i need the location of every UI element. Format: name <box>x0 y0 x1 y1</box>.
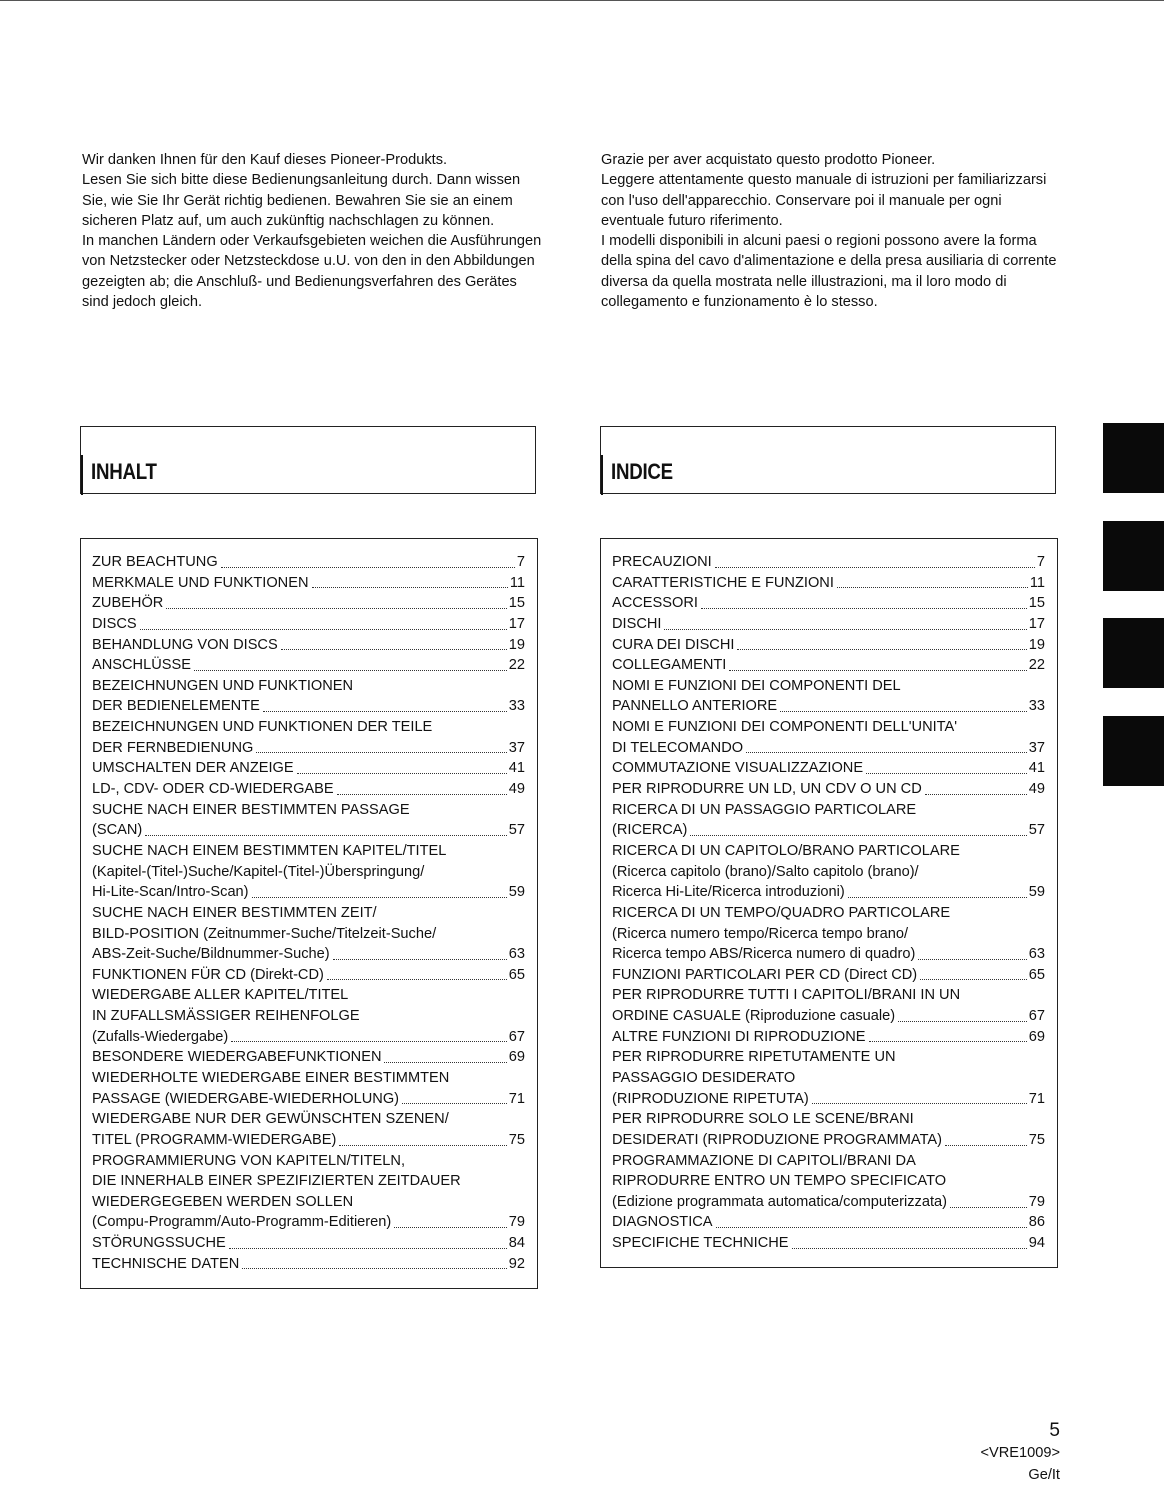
toc-entry-title: PROGRAMMIERUNG VON KAPITELN/TITELN, <box>92 1152 405 1169</box>
toc-entry-page: 37 <box>1028 739 1045 756</box>
toc-leader-dots <box>263 690 507 712</box>
toc-entry-title: LD-, CDV- ODER CD-WIEDERGABE <box>92 781 334 798</box>
intro-paragraph: Grazie per aver acquistato questo prodotto Pioneer. <box>601 152 936 168</box>
toc-leader-dots <box>394 1207 507 1229</box>
toc-leader-dots <box>945 1124 1027 1146</box>
toc-leader-dots <box>920 959 1027 981</box>
contents-title: INDICE <box>611 459 673 484</box>
toc-entry-page: 33 <box>508 698 525 715</box>
toc-leader-dots <box>221 546 515 568</box>
toc-entry-page: 59 <box>508 884 525 901</box>
toc-entry-page: 33 <box>1028 698 1045 715</box>
toc-entry <box>92 1254 525 1275</box>
toc-entry <box>612 882 1045 903</box>
toc-leader-dots <box>716 1207 1027 1229</box>
toc-leader-dots <box>746 732 1027 754</box>
toc-entry-title: DIE INNERHALB EINER SPEZIFIZIERTEN ZEITDAUER <box>92 1173 461 1190</box>
toc-entry-title: Ricerca tempo ABS/Ricerca numero di quadro) <box>612 946 916 963</box>
toc-entry-title: ALTRE FUNZIONI DI RIPRODUZIONE <box>612 1028 866 1045</box>
toc-leader-dots <box>384 1041 506 1063</box>
toc-entry-title: TECHNISCHE DATEN <box>92 1255 240 1272</box>
toc-entry-title: SUCHE NACH EINEM BESTIMMTEN KAPITEL/TITEL <box>92 842 447 859</box>
intro-german <box>82 150 544 312</box>
contents-title: INHALT <box>91 459 157 484</box>
toc-entry-page: 17 <box>1028 615 1045 632</box>
toc-entry-page: 49 <box>1028 781 1045 798</box>
toc-entry-title: DISCS <box>92 615 137 632</box>
intro-paragraph: Leggere attentamente questo manuale di istruzioni per familiarizzarsi con l'uso dell'apparecchio. Conservare poi il manuale per ogni eventuale futuro riferimento. <box>601 172 1047 229</box>
toc-entry-title: PER RIPRODURRE TUTTI I CAPITOLI/BRANI IN UN <box>612 987 961 1004</box>
toc-entry <box>92 1151 525 1172</box>
toc-leader-dots <box>333 938 507 960</box>
toc-entry-title: ZUBEHÖR <box>92 595 164 612</box>
intro-paragraph: I modelli disponibili in alcuni paesi o regioni possono avere la forma della spina del cavo d'alimentazione e della presa ausiliaria di corrente diversa da quella mostrata nelle illustrazioni, ma il loro modo di collegamento e funzionamento è lo stesso. <box>601 233 1057 311</box>
toc-entry <box>612 1027 1045 1048</box>
toc-entry-page: 15 <box>1028 595 1045 612</box>
toc-leader-dots <box>715 546 1035 568</box>
toc-entry-title: (RICERCA) <box>612 822 688 839</box>
toc-leader-dots <box>145 814 506 836</box>
toc-entry <box>612 1233 1045 1254</box>
toc-entry-title: Ricerca Hi-Lite/Ricerca introduzioni) <box>612 884 845 901</box>
contents-heading-german <box>80 426 536 494</box>
top-rule <box>0 0 1164 1</box>
toc-entry-page: 71 <box>1028 1090 1045 1107</box>
toc-entry-title: MERKMALE UND FUNKTIONEN <box>92 574 309 591</box>
toc-entry-title: (Compu-Programm/Auto-Programm-Editieren) <box>92 1214 392 1231</box>
toc-entry <box>612 1151 1045 1172</box>
toc-entry-title: CARATTERISTICHE E FUNZIONI <box>612 574 834 591</box>
toc-entry <box>612 779 1045 800</box>
toc-entry-title: PASSAGE (WIEDERGABE-WIEDERHOLUNG) <box>92 1090 400 1107</box>
toc-leader-dots <box>690 814 1026 836</box>
toc-entry <box>92 1171 525 1192</box>
toc-leader-dots <box>812 1083 1027 1105</box>
toc-leader-dots <box>925 773 1027 795</box>
toc-entry-page: 7 <box>1036 553 1045 570</box>
toc-entry-title: BESONDERE WIEDERGABEFUNKTIONEN <box>92 1049 382 1066</box>
toc-entry-page: 67 <box>1028 1008 1045 1025</box>
toc-entry <box>92 655 525 676</box>
toc-entry-page: 65 <box>1028 966 1045 983</box>
toc-leader-dots <box>337 773 507 795</box>
toc-entry-title: UMSCHALTEN DER ANZEIGE <box>92 760 294 777</box>
toc-entry-page: 19 <box>1028 636 1045 653</box>
toc-entry-title: ACCESSORI <box>612 595 698 612</box>
toc-entry-title: PER RIPRODURRE RIPETUTAMENTE UN <box>612 1049 896 1066</box>
toc-entry-title: PANNELLO ANTERIORE <box>612 698 778 715</box>
toc-entry-title: RICERCA DI UN TEMPO/QUADRO PARTICOLARE <box>612 904 951 921</box>
toc-leader-dots <box>166 587 506 609</box>
toc-leader-dots <box>402 1083 507 1105</box>
toc-entry-title: BEHANDLUNG VON DISCS <box>92 636 278 653</box>
toc-entry-title: DIAGNOSTICA <box>612 1214 713 1231</box>
toc-entry-title: FUNKTIONEN FÜR CD (Direkt-CD) <box>92 966 324 983</box>
toc-entry-title: DER FERNBEDIENUNG <box>92 739 254 756</box>
toc-entry-page: 49 <box>508 781 525 798</box>
toc-entry-page: 84 <box>508 1235 525 1252</box>
toc-entry <box>612 841 1045 862</box>
toc-entry-title: DISCHI <box>612 615 662 632</box>
toc-entry-page: 71 <box>508 1090 525 1107</box>
toc-entry <box>612 696 1045 717</box>
toc-entry <box>612 903 1045 924</box>
toc-entry-title: (SCAN) <box>92 822 143 839</box>
toc-leader-dots <box>256 732 506 754</box>
toc-entry-title: PRECAUZIONI <box>612 553 712 570</box>
toc-entry <box>612 1089 1045 1110</box>
intro-italian <box>601 150 1063 312</box>
toc-entry <box>92 1089 525 1110</box>
toc-leader-dots <box>780 690 1027 712</box>
toc-entry-page: 94 <box>1028 1235 1045 1252</box>
toc-entry-page: 69 <box>1028 1028 1045 1045</box>
toc-entry-title: IN ZUFALLSMÄSSIGER REIHENFOLGE <box>92 1008 360 1025</box>
toc-leader-dots <box>729 649 1026 671</box>
toc-leader-dots <box>792 1227 1027 1249</box>
toc-entry-title: RICERCA DI UN PASSAGGIO PARTICOLARE <box>612 801 917 818</box>
section-tab-marker <box>1103 521 1164 591</box>
toc-leader-dots <box>950 1186 1027 1208</box>
toc-leader-dots <box>194 649 507 671</box>
toc-entry-page: 69 <box>508 1049 525 1066</box>
toc-leader-dots <box>297 752 507 774</box>
toc-leader-dots <box>898 1000 1027 1022</box>
toc-leader-dots <box>140 608 507 630</box>
toc-entry-title: ORDINE CASUALE (Riproduzione casuale) <box>612 1008 896 1025</box>
toc-entry-page: 7 <box>516 553 525 570</box>
toc-leader-dots <box>869 1021 1027 1043</box>
toc-entry-page: 19 <box>508 636 525 653</box>
toc-leader-dots <box>312 567 508 589</box>
toc-entry-title: SUCHE NACH EINER BESTIMMTEN ZEIT/ <box>92 904 377 921</box>
toc-entry-title: COLLEGAMENTI <box>612 657 727 674</box>
toc-leader-dots <box>918 938 1026 960</box>
toc-entry-title: BILD-POSITION (Zeitnummer-Suche/Titelzeit-Suche/ <box>92 925 437 942</box>
toc-entry-title: (Ricerca capitolo (brano)/Salto capitolo (brano)/ <box>612 863 919 880</box>
toc-entry <box>92 779 525 800</box>
toc-entry-title: (Zufalls-Wiedergabe) <box>92 1028 229 1045</box>
toc-leader-dots <box>242 1248 506 1270</box>
toc-entry-title: ANSCHLÜSSE <box>92 657 191 674</box>
toc-entry-title: (Ricerca numero tempo/Ricerca tempo brano/ <box>612 925 909 942</box>
toc-entry-page: 11 <box>509 574 525 591</box>
toc-leader-dots <box>229 1227 507 1249</box>
toc-entry-title: DI TELECOMANDO <box>612 739 744 756</box>
toc-entry-title: COMMUTAZIONE VISUALIZZAZIONE <box>612 760 864 777</box>
toc-entry-title: BEZEICHNUNGEN UND FUNKTIONEN DER TEILE <box>92 719 433 736</box>
toc-leader-dots <box>339 1124 506 1146</box>
toc-entry-title: (Kapitel-(Titel-)Suche/Kapitel-(Titel-)Überspringung/ <box>92 863 425 880</box>
toc-entry-title: RICERCA DI UN CAPITOLO/BRANO PARTICOLARE <box>612 842 960 859</box>
toc-entry-title: ZUR BEACHTUNG <box>92 553 218 570</box>
toc-entry-title: SPECIFICHE TECHNICHE <box>612 1235 789 1252</box>
toc-entry <box>92 985 525 1006</box>
toc-entry-title: PASSAGGIO DESIDERATO <box>612 1070 796 1086</box>
toc-entry-page: 22 <box>508 657 525 674</box>
toc-entry-title: NOMI E FUNZIONI DEI COMPONENTI DEL <box>612 677 901 694</box>
toc-entry-page: 86 <box>1028 1214 1045 1231</box>
toc-entry-title: (Edizione programmata automatica/computerizzata) <box>612 1193 947 1210</box>
contents-heading-italian <box>600 426 1056 494</box>
toc-entry-page: 63 <box>508 946 525 963</box>
intro-paragraph: Wir danken Ihnen für den Kauf dieses Pioneer-Produkts. <box>82 152 448 168</box>
toc-leader-dots <box>664 608 1026 630</box>
toc-leader-dots <box>701 587 1027 609</box>
toc-leader-dots <box>848 876 1027 898</box>
toc-entry-page: 41 <box>508 760 525 777</box>
toc-entry-title: TITEL (PROGRAMM-WIEDERGABE) <box>92 1131 337 1148</box>
section-tab-marker <box>1103 423 1164 493</box>
toc-entry-title: BEZEICHNUNGEN UND FUNKTIONEN <box>92 677 354 694</box>
toc-leader-dots <box>231 1021 507 1043</box>
intro-paragraph: Lesen Sie sich bitte diese Bedienungsanleitung durch. Dann wissen Sie, wie Sie Ihr Gerät richtig bedienen. Bewahren Sie sie an einem sicheren Platz auf, um auch zukünftig nachschlagen zu können. <box>82 172 521 229</box>
toc-entry-title: WIEDERGEGEBEN WERDEN SOLLEN <box>92 1193 354 1210</box>
toc-entry-title: Hi-Lite-Scan/Intro-Scan) <box>92 884 249 901</box>
toc-entry-title: CURA DEI DISCHI <box>612 636 735 653</box>
toc-entry <box>92 1047 525 1068</box>
toc-entry <box>612 820 1045 841</box>
toc-entry-title: (RIPRODUZIONE RIPETUTA) <box>612 1090 809 1107</box>
toc-entry <box>92 1130 525 1151</box>
language-code: Ge/It <box>1028 1467 1060 1483</box>
toc-entry-title: DER BEDIENELEMENTE <box>92 698 260 715</box>
toc-entry-page: 17 <box>508 615 525 632</box>
section-tab-marker <box>1103 716 1164 786</box>
toc-entry-title: RIPRODURRE ENTRO UN TEMPO SPECIFICATO <box>612 1173 947 1190</box>
toc-entry <box>612 1130 1045 1151</box>
toc-entry-page: 67 <box>508 1028 525 1045</box>
toc-entry <box>92 841 525 862</box>
toc-entry-page: 57 <box>508 822 525 839</box>
toc-entry <box>92 882 525 903</box>
toc-entry-page: 11 <box>1029 574 1045 591</box>
toc-leader-dots <box>327 959 507 981</box>
toc-entry-title: WIEDERHOLTE WIEDERGABE EINER BESTIMMTEN <box>92 1070 450 1086</box>
toc-entry-title: PER RIPRODURRE SOLO LE SCENE/BRANI <box>612 1111 914 1128</box>
toc-entry-page: 75 <box>508 1131 525 1148</box>
intro-paragraph: In manchen Ländern oder Verkaufsgebieten weichen die Ausführungen von Netzstecker oder Netzsteckdose u.U. von den in den Abbildungen gezeigten ab; die Anschluß- und Bedienungsverfahren des Gerätes sind jedoch gleich. <box>82 233 542 311</box>
toc-entry <box>612 965 1045 986</box>
toc-entry <box>612 1047 1045 1068</box>
toc-entry <box>92 696 525 717</box>
toc-leader-dots <box>866 752 1027 774</box>
toc-entry-page: 41 <box>1028 760 1045 777</box>
toc-entry-title: PER RIPRODURRE UN LD, UN CDV O UN CD <box>612 781 922 798</box>
toc-entry-page: 63 <box>1028 946 1045 963</box>
toc-entry-page: 79 <box>508 1214 525 1231</box>
section-tab-marker <box>1103 618 1164 688</box>
toc-entry-page: 22 <box>1028 657 1045 674</box>
toc-entry-title: ABS-Zeit-Suche/Bildnummer-Suche) <box>92 946 330 963</box>
toc-entry-page: 37 <box>508 739 525 756</box>
toc-entry-title: WIEDERGABE NUR DER GEWÜNSCHTEN SZENEN/ <box>92 1111 449 1128</box>
toc-entry-title: FUNZIONI PARTICOLARI PER CD (Direct CD) <box>612 966 918 983</box>
toc-entry-title: PROGRAMMAZIONE DI CAPITOLI/BRANI DA <box>612 1152 916 1169</box>
toc-entry <box>92 820 525 841</box>
model-code: <VRE1009> <box>980 1445 1060 1461</box>
toc-entry-page: 79 <box>1028 1193 1045 1210</box>
toc-entry <box>92 965 525 986</box>
toc-entry-page: 75 <box>1028 1131 1045 1148</box>
toc-entry-page: 15 <box>508 595 525 612</box>
toc-entry-page: 65 <box>508 966 525 983</box>
toc-leader-dots <box>837 567 1028 589</box>
toc-leader-dots <box>737 629 1026 651</box>
toc-entry <box>92 903 525 924</box>
toc-italian <box>600 538 1058 1268</box>
toc-entry-title: NOMI E FUNZIONI DEI COMPONENTI DELL'UNITA' <box>612 719 958 736</box>
toc-entry <box>612 655 1045 676</box>
toc-german <box>80 538 538 1289</box>
toc-leader-dots <box>252 876 507 898</box>
toc-entry-page: 92 <box>508 1255 525 1272</box>
page-number: 5 <box>1049 1420 1060 1441</box>
toc-entry-title: WIEDERGABE ALLER KAPITEL/TITEL <box>92 987 349 1004</box>
toc-leader-dots <box>281 629 507 651</box>
toc-entry-page: 59 <box>1028 884 1045 901</box>
toc-entry-title: SUCHE NACH EINER BESTIMMTEN PASSAGE <box>92 801 410 818</box>
toc-entry-title: DESIDERATI (RIPRODUZIONE PROGRAMMATA) <box>612 1131 942 1148</box>
toc-entry-page: 57 <box>1028 822 1045 839</box>
toc-entry-title: STÖRUNGSSUCHE <box>92 1235 226 1252</box>
